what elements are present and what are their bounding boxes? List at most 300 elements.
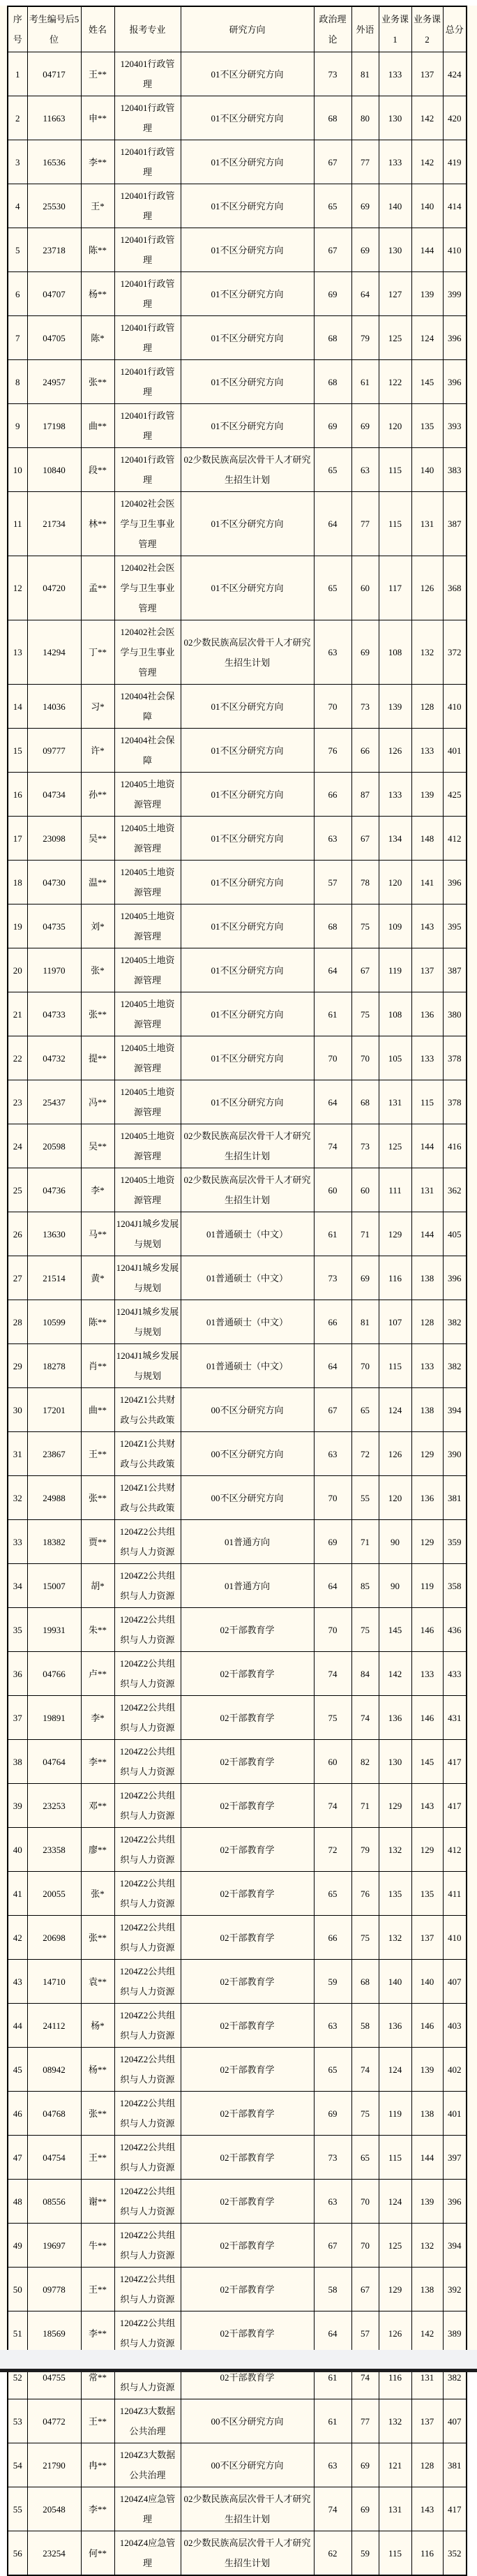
table-cell: 1204Z2公共组织与人力资源 [114,2224,181,2268]
table-cell: 04764 [27,1740,81,1784]
table-cell: 131 [379,1080,411,1124]
table-cell: 50 [8,2268,27,2311]
table-cell: 常** [81,2355,114,2399]
table-cell: 28 [8,1300,27,1344]
header-cell: 业务课2 [411,6,443,52]
table-cell: 02干部教育学 [181,2311,314,2355]
table-cell: 74 [314,1124,351,1168]
table-cell: 01不区分研究方向 [181,817,314,861]
table-cell: 24112 [27,2004,81,2048]
table-cell: 24 [8,1124,27,1168]
table-cell: 73 [351,1124,379,1168]
table-cell: 66 [314,773,351,817]
table-cell: 04720 [27,556,81,620]
table-cell: 420 [443,96,467,140]
table-cell: 120402社会医学与卫生事业管理 [114,492,181,556]
table-cell: 142 [379,1652,411,1696]
table-cell: 75 [314,1696,351,1740]
table-cell: 张** [81,992,114,1036]
table-cell: 02干部教育学 [181,2092,314,2136]
table-cell: 405 [443,1212,467,1256]
table-cell: 120401行政管理 [114,140,181,184]
table-row [8,773,467,817]
table-cell: 8 [8,360,27,404]
table-cell: 132 [379,1828,411,1872]
table-cell: 15007 [27,1564,81,1608]
table-row [8,2443,467,2487]
table-cell: 74 [314,2487,351,2531]
table-row [8,272,467,316]
table-cell: 139 [411,272,443,316]
table-cell: 62 [314,2531,351,2576]
table-cell: 108 [379,992,411,1036]
table-cell: 144 [411,1212,443,1256]
table-cell: 01普通硕士（中文） [181,1344,314,1388]
table-cell: 1204Z2公共组织与人力资源 [114,2048,181,2092]
table-cell: 139 [411,2180,443,2224]
table-cell: 63 [314,2180,351,2224]
table-cell: 120405土地资源管理 [114,1168,181,1212]
table-cell: 63 [314,1432,351,1476]
table-cell: 贾** [81,1520,114,1564]
table-cell: 362 [443,1168,467,1212]
table-cell: 24988 [27,1476,81,1520]
table-cell: 21 [8,992,27,1036]
table-cell: 12 [8,556,27,620]
table-cell: 64 [314,2311,351,2355]
table-row [8,1124,467,1168]
table-row [8,1476,467,1520]
table-cell: 13 [8,620,27,685]
table-cell: 74 [314,1784,351,1828]
table-cell: 69 [314,1520,351,1564]
table-cell: 126 [411,556,443,620]
table-cell: 04733 [27,992,81,1036]
table-cell: 65 [314,2048,351,2092]
header-cell: 外语 [351,6,379,52]
table-cell: 65 [351,1388,379,1432]
table-cell: 04768 [27,2092,81,2136]
table-cell: 4 [8,184,27,228]
table-cell: 14294 [27,620,81,685]
table-cell: 81 [351,1300,379,1344]
table-cell: 133 [411,1344,443,1388]
table-cell: 01普通硕士（中文） [181,1256,314,1300]
table-cell: 25437 [27,1080,81,1124]
table-cell: 380 [443,992,467,1036]
table-row [8,1916,467,1960]
table-cell: 142 [411,140,443,184]
table-cell: 129 [411,1432,443,1476]
table-cell: 144 [411,2136,443,2180]
window-bottom-edge [0,2369,477,2372]
table-cell: 01不区分研究方向 [181,729,314,773]
table-cell: 00不区分研究方向 [181,1476,314,1520]
table-cell: 403 [443,2004,467,2048]
table-row [8,904,467,948]
table-cell: 43 [8,1960,27,2004]
table-cell: 87 [351,773,379,817]
table-cell: 45 [8,2048,27,2092]
table-cell: 378 [443,1036,467,1080]
table-cell: 01不区分研究方向 [181,228,314,272]
table-cell: 144 [411,228,443,272]
table-cell: 04755 [27,2355,81,2399]
table-cell: 吴** [81,1124,114,1168]
table-cell: 69 [351,228,379,272]
table-cell: 410 [443,685,467,729]
header-cell: 姓名 [81,6,114,52]
table-cell: 137 [411,52,443,96]
table-cell: 115 [379,492,411,556]
table-cell: 01不区分研究方向 [181,1036,314,1080]
table-cell: 352 [443,2531,467,2576]
table-row [8,360,467,404]
table-row [8,1564,467,1608]
table-cell: 32 [8,1476,27,1520]
table-cell: 刘* [81,904,114,948]
table-cell: 习* [81,685,114,729]
table-cell: 01不区分研究方向 [181,948,314,992]
table-cell: 60 [351,556,379,620]
table-cell: 01普通硕士（中文） [181,1300,314,1344]
table-cell: 张** [81,360,114,404]
table-cell: 136 [411,992,443,1036]
table-cell: 29 [8,1344,27,1388]
table-cell: 张** [81,1916,114,1960]
table-cell: 137 [411,2399,443,2443]
table-cell: 140 [411,448,443,492]
table-cell: 387 [443,492,467,556]
table-row [8,1740,467,1784]
table-cell: 18569 [27,2311,81,2355]
table-cell: 08556 [27,2180,81,2224]
header-cell: 序号 [8,6,27,52]
table-row [8,1344,467,1388]
table-cell: 68 [351,1080,379,1124]
table-cell: 52 [8,2355,27,2399]
table-cell: 16536 [27,140,81,184]
table-cell: 70 [314,1036,351,1080]
table-row [8,184,467,228]
table-cell: 01普通硕士（中文） [181,1212,314,1256]
table-cell: 120405土地资源管理 [114,1036,181,1080]
table-cell: 133 [379,773,411,817]
table-cell: 23 [8,1080,27,1124]
table-cell: 120401行政管理 [114,448,181,492]
table-cell: 黄* [81,1256,114,1300]
table-cell: 08942 [27,2048,81,2092]
table-cell: 3 [8,140,27,184]
table-cell: 23098 [27,817,81,861]
table-row [8,685,467,729]
table-cell: 1204Z2公共组织与人力资源 [114,1696,181,1740]
table-cell: 397 [443,2136,467,2180]
table-cell: 144 [411,1124,443,1168]
table-row [8,140,467,184]
table-cell: 02干部教育学 [181,1608,314,1652]
table-cell: 谢** [81,2180,114,2224]
table-cell: 138 [411,1256,443,1300]
table-cell: 396 [443,2180,467,2224]
table-cell: 419 [443,140,467,184]
table-cell: 424 [443,52,467,96]
table-cell: 49 [8,2224,27,2268]
table-cell: 65 [314,448,351,492]
table-cell: 许* [81,729,114,773]
table-cell: 5 [8,228,27,272]
table-cell: 1204Z2公共组织与人力资源 [114,2180,181,2224]
table-cell: 75 [351,904,379,948]
table-cell: 20698 [27,1916,81,1960]
table-cell: 120405土地资源管理 [114,904,181,948]
table-cell: 140 [379,1960,411,2004]
table-cell: 01不区分研究方向 [181,360,314,404]
table-cell: 67 [314,228,351,272]
table-cell: 02干部教育学 [181,2136,314,2180]
table-cell: 04705 [27,316,81,360]
table-cell: 51 [8,2311,27,2355]
table-cell: 120401行政管理 [114,52,181,96]
table-cell: 21734 [27,492,81,556]
table-cell: 02干部教育学 [181,2268,314,2311]
table-cell: 90 [379,1564,411,1608]
table-cell: 35 [8,1608,27,1652]
table-cell: 90 [379,1520,411,1564]
table-cell: 19931 [27,1608,81,1652]
table-cell: 119 [379,2092,411,2136]
table-cell: 416 [443,1124,467,1168]
table-cell: 136 [379,1696,411,1740]
taskbar [0,2350,477,2369]
table-cell: 1204J1城乡发展与规划 [114,1212,181,1256]
table-cell: 04766 [27,1652,81,1696]
table-cell: 138 [411,2268,443,2311]
table-cell: 26 [8,1212,27,1256]
table-cell: 378 [443,1080,467,1124]
table-cell: 115 [411,1080,443,1124]
table-cell: 146 [411,1608,443,1652]
table-cell: 31 [8,1432,27,1476]
table-cell: 130 [379,96,411,140]
table-cell: 01不区分研究方向 [181,316,314,360]
table-cell: 李** [81,1740,114,1784]
table-cell: 17 [8,817,27,861]
table-cell: 65 [351,2136,379,2180]
table-cell: 140 [411,184,443,228]
table-cell: 66 [351,729,379,773]
table-cell: 02干部教育学 [181,2355,314,2399]
table-cell: 372 [443,620,467,685]
table-cell: 411 [443,1872,467,1916]
table-cell: 128 [411,685,443,729]
table-cell: 120404社会保障 [114,685,181,729]
table-cell: 131 [411,1168,443,1212]
table-cell: 146 [411,1696,443,1740]
table-cell: 王* [81,184,114,228]
table-cell: 417 [443,1740,467,1784]
table-cell: 122 [379,360,411,404]
table-row [8,1696,467,1740]
table-cell: 117 [379,556,411,620]
table-cell: 394 [443,1388,467,1432]
table-cell: 陈** [81,228,114,272]
table-cell: 02少数民族高层次骨干人才研究生招生计划 [181,448,314,492]
table-cell: 56 [8,2531,27,2576]
table-cell: 1204Z2公共组织与人力资源 [114,2311,181,2355]
table-cell: 陈* [81,316,114,360]
table-cell: 70 [351,2180,379,2224]
table-cell: 70 [351,1036,379,1080]
table-cell: 林** [81,492,114,556]
table-cell: 13630 [27,1212,81,1256]
table-row [8,2180,467,2224]
table-cell: 曲** [81,1388,114,1432]
table-cell: 63 [314,2004,351,2048]
table-cell: 李** [81,140,114,184]
table-cell: 朱** [81,1608,114,1652]
table-cell: 孙** [81,773,114,817]
table-cell: 58 [351,2004,379,2048]
table-cell: 02干部教育学 [181,1652,314,1696]
table-row [8,1432,467,1476]
table-cell: 382 [443,1300,467,1344]
table-cell: 18278 [27,1344,81,1388]
table-cell: 78 [351,861,379,904]
table-cell: 136 [379,2004,411,2048]
table-row [8,96,467,140]
table-cell: 60 [351,1168,379,1212]
table-row [8,1652,467,1696]
table-cell: 69 [351,1256,379,1300]
table-cell: 67 [351,948,379,992]
table-cell: 14 [8,685,27,729]
table-cell: 01不区分研究方向 [181,773,314,817]
table-cell: 69 [351,620,379,685]
table-cell: 1204Z2公共组织与人力资源 [114,1520,181,1564]
table-cell: 27 [8,1256,27,1300]
table-cell: 76 [314,729,351,773]
table-cell: 1204Z2公共组织与人力资源 [114,1960,181,2004]
table-cell: 杨* [81,2004,114,2048]
table-cell: 71 [351,1212,379,1256]
table-cell: 68 [351,1960,379,2004]
table-cell: 11 [8,492,27,556]
table-cell: 69 [314,272,351,316]
table-cell: 130 [379,228,411,272]
table-cell: 414 [443,184,467,228]
table-cell: 120405土地资源管理 [114,773,181,817]
table-cell: 120405土地资源管理 [114,861,181,904]
table-cell: 66 [314,1300,351,1344]
table-cell: 张** [81,2092,114,2136]
table-cell: 25 [8,1168,27,1212]
header-cell: 报考专业 [114,6,181,52]
table-cell: 85 [351,1564,379,1608]
table-cell: 15 [8,729,27,773]
table-cell: 108 [379,620,411,685]
table-cell: 42 [8,1916,27,1960]
table-cell: 139 [379,685,411,729]
table-cell: 134 [379,817,411,861]
table-cell: 79 [351,1828,379,1872]
table-cell: 73 [314,52,351,96]
table-cell: 120402社会医学与卫生事业管理 [114,556,181,620]
table-cell: 74 [351,2048,379,2092]
table-row [8,1080,467,1124]
table-cell: 69 [314,2092,351,2136]
table-cell: 66 [314,1916,351,1960]
table-cell: 120 [379,861,411,904]
table-cell: 396 [443,360,467,404]
table-cell: 84 [351,1652,379,1696]
table-cell: 01不区分研究方向 [181,96,314,140]
table-cell: 407 [443,2399,467,2443]
table-cell: 60 [314,1740,351,1784]
table-cell: 133 [379,52,411,96]
header-cell: 研究方向 [181,6,314,52]
table-cell: 杨** [81,272,114,316]
table-cell: 吴** [81,817,114,861]
table-cell: 75 [351,2092,379,2136]
table-cell: 1204Z4应急管理 [114,2487,181,2531]
table-cell: 02干部教育学 [181,2224,314,2268]
table-row [8,861,467,904]
table-cell: 01不区分研究方向 [181,140,314,184]
table-cell: 142 [411,96,443,140]
table-cell: 54 [8,2443,27,2487]
header-cell: 考生编号后5位 [27,6,81,52]
table-cell: 16 [8,773,27,817]
table-cell: 68 [314,316,351,360]
table-cell: 381 [443,2443,467,2487]
table-cell: 133 [411,729,443,773]
table-row [8,556,467,620]
table-cell: 57 [314,861,351,904]
table-cell: 61 [314,2399,351,2443]
table-cell: 01不区分研究方向 [181,404,314,448]
table-cell: 7 [8,316,27,360]
table-cell: 冉** [81,2443,114,2487]
table-cell: 9 [8,404,27,448]
table-cell: 132 [411,620,443,685]
table-cell: 6 [8,272,27,316]
table-row [8,1168,467,1212]
table-cell: 01不区分研究方向 [181,184,314,228]
table-cell: 431 [443,1696,467,1740]
table-cell: 139 [411,2048,443,2092]
table-cell: 46 [8,2092,27,2136]
table-cell: 01普通方向 [181,1564,314,1608]
table-cell: 1204Z2公共组织与人力资源 [114,2004,181,2048]
table-cell: 120401行政管理 [114,272,181,316]
table-cell: 王** [81,2136,114,2180]
table-cell: 王** [81,2268,114,2311]
table-cell: 135 [379,1872,411,1916]
table-cell: 01不区分研究方向 [181,992,314,1036]
table-cell: 53 [8,2399,27,2443]
table-cell: 1204Z1公共财政与公共政策 [114,1388,181,1432]
table-cell: 77 [351,140,379,184]
table-row [8,2268,467,2311]
table-cell: 142 [411,2311,443,2355]
table-cell: 冯** [81,1080,114,1124]
table-cell: 115 [379,1344,411,1388]
table-row [8,316,467,360]
table-cell: 125 [379,1124,411,1168]
table-row [8,52,467,96]
table-cell: 74 [314,1652,351,1696]
